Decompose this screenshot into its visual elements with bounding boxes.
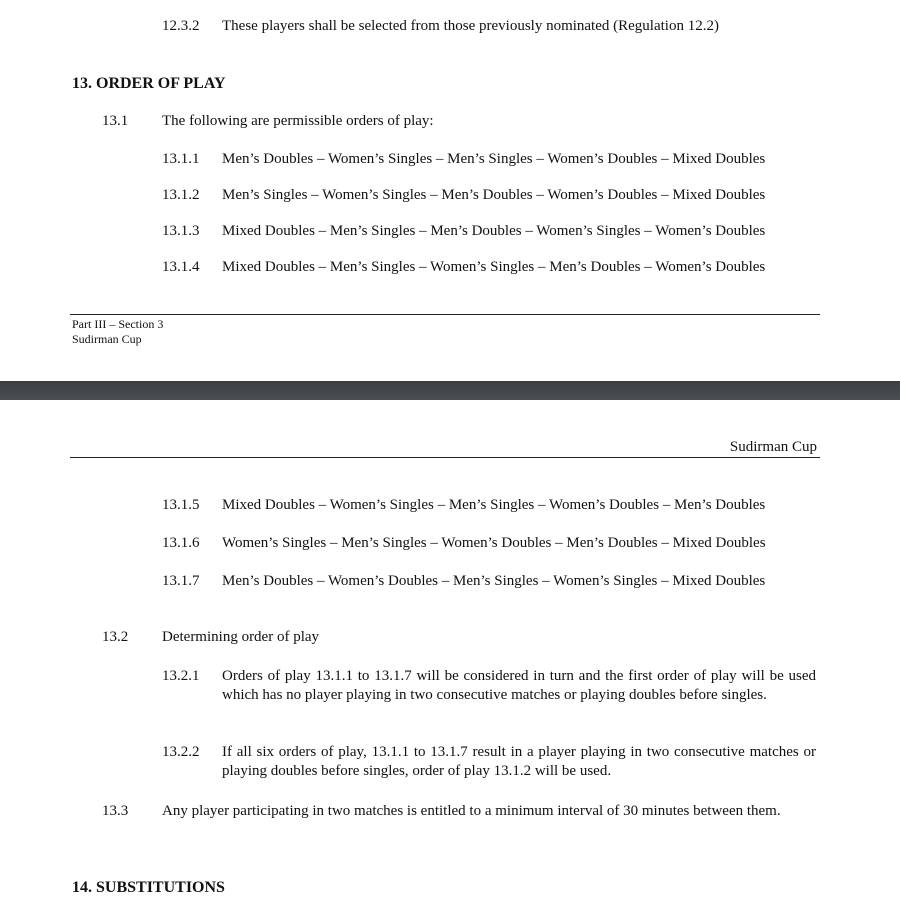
page-separator	[0, 381, 900, 400]
order-text: Mixed Doubles – Men’s Singles – Women’s Singles – Men’s Doubles – Women’s Doubles	[222, 259, 766, 275]
clause-number: 13.1	[102, 113, 129, 129]
order-number: 13.1.2	[162, 187, 200, 203]
footer-part: Part III – Section 3	[72, 317, 164, 331]
order-text: Men’s Doubles – Women’s Doubles – Men’s Singles – Women’s Singles – Mixed Doubles	[222, 573, 766, 589]
order-text: Men’s Singles – Women’s Singles – Men’s Doubles – Women’s Doubles – Mixed Doubles	[222, 187, 766, 203]
clause-text: These players shall be selected from those previously nominated (Regulation 12.2)	[222, 18, 719, 34]
order-text: Mixed Doubles – Women’s Singles – Men’s Singles – Women’s Doubles – Men’s Doubles	[222, 497, 766, 513]
clause-number: 13.2	[102, 629, 129, 645]
section-heading-14: 14. SUBSTITUTIONS	[72, 879, 225, 896]
clause-number: 13.2.2	[162, 744, 200, 760]
clause-text: Orders of play 13.1.1 to 13.1.7 will be considered in turn and the first order of play will be used which has no player playing in two consecutive matches or playing doubles before singles.	[222, 668, 816, 703]
header-rule	[70, 457, 820, 458]
order-text: Men’s Doubles – Women’s Singles – Men’s Singles – Women’s Doubles – Mixed Doubles	[222, 151, 766, 167]
header-title: Sudirman Cup	[729, 439, 817, 455]
order-text: Women’s Singles – Men’s Singles – Women’s Doubles – Men’s Doubles – Mixed Doubles	[222, 535, 766, 551]
footer-title: Sudirman Cup	[72, 332, 142, 346]
clause-text: If all six orders of play, 13.1.1 to 13.1.7 result in a player playing in two consecutive matches or playing doubles before singles, order of play 13.1.2 will be used.	[222, 744, 816, 779]
order-number: 13.1.4	[162, 259, 200, 275]
order-number: 13.1.5	[162, 497, 200, 513]
clause-number: 12.3.2	[162, 18, 200, 34]
order-number: 13.1.3	[162, 223, 200, 239]
section-heading-13: 13. ORDER OF PLAY	[72, 75, 226, 92]
order-number: 13.1.1	[162, 151, 200, 167]
order-number: 13.1.6	[162, 535, 200, 551]
order-text: Mixed Doubles – Men’s Singles – Men’s Doubles – Women’s Singles – Women’s Doubles	[222, 223, 766, 239]
clause-text: The following are permissible orders of play:	[162, 113, 434, 129]
clause-number: 13.3	[102, 803, 129, 819]
clause-text: Determining order of play	[162, 629, 320, 645]
clause-number: 13.2.1	[162, 668, 200, 684]
clause-text: Any player participating in two matches is entitled to a minimum interval of 30 minutes between them.	[162, 803, 781, 819]
footer-rule	[70, 314, 820, 315]
order-number: 13.1.7	[162, 573, 200, 589]
